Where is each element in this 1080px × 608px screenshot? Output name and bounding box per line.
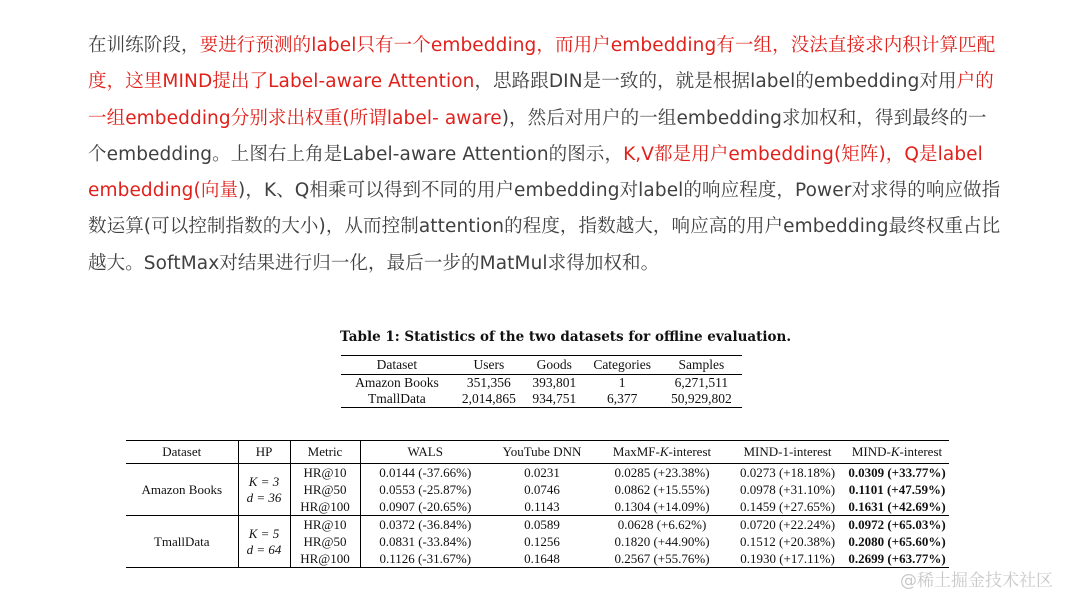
table1-header-row (341, 356, 742, 375)
table-cell: TmallData (341, 391, 453, 408)
table-cell-best: 0.1631 (+42.69%) (845, 498, 949, 516)
table1-caption: Table 1: Statistics of the two datasets for offline evaluation. (340, 329, 792, 345)
table2-results (126, 440, 949, 568)
table1-header-samples: Samples (661, 356, 742, 375)
dataset-cell: Amazon Books (126, 464, 238, 516)
table-cell-best: 0.2699 (+63.77%) (845, 550, 949, 568)
metric-cell: HR@100 (290, 498, 360, 516)
metric-cell: HR@10 (290, 464, 360, 482)
table-cell: 0.0862 (+15.55%) (614, 482, 710, 497)
hp-k: K = 5 (248, 525, 280, 541)
table-cell-best: 0.2080 (+65.60%) (848, 534, 946, 549)
table-row (341, 375, 742, 392)
table-cell: 0.0553 (-25.87%) (379, 482, 472, 497)
metric-cell: HR@100 (290, 550, 360, 568)
table-cell: 351,356 (466, 375, 511, 390)
table-cell: 0.1512 (+20.38%) (739, 534, 836, 549)
table1-header-categories: Categories (584, 356, 661, 375)
table-cell: 0.0231 (524, 465, 560, 480)
hp-k: K = 3 (248, 473, 280, 489)
table2-header-dataset: Dataset (126, 441, 238, 464)
table-cell: 0.1256 (524, 534, 560, 549)
table-cell: Amazon Books (355, 375, 439, 390)
paragraph-text: )，然后对用户的一组embedding求加权和，得到最终的一个embedding。上图右上角是Label-aware Attention的图示， (88, 107, 987, 165)
table-row (341, 391, 742, 408)
body-paragraph (88, 28, 1003, 282)
table-cell: 0.1820 (+44.90%) (614, 534, 710, 549)
watermark: @稀土掘金技术社区 (900, 571, 1053, 591)
paragraph-text: ，思路跟DIN是一致的，就是根据label的embedding对用 (474, 71, 957, 93)
table-cell: 1 (618, 375, 626, 390)
table-cell-best: 0.0309 (+33.77%) (848, 465, 946, 480)
table-cell: 0.1304 (+14.09%) (594, 498, 730, 516)
table-cell: 0.0978 (+31.10%) (739, 482, 836, 497)
table2-header-mind-k: MIND-K-interest (845, 441, 949, 464)
metric-cell: HR@10 (290, 516, 360, 534)
table-cell: 393,801 (532, 375, 577, 390)
table-cell: 0.1459 (+27.65%) (730, 498, 845, 516)
metric-cell: HR@50 (290, 481, 360, 498)
hp-cell (238, 516, 290, 568)
table-cell: 0.1648 (490, 550, 594, 568)
hp-d: d = 64 (246, 541, 282, 557)
table-cell: 0.2567 (+55.76%) (594, 550, 730, 568)
table-cell: 2,014,865 (453, 391, 525, 408)
table-cell: 0.0907 (-20.65%) (360, 498, 490, 516)
table-cell: 0.0746 (524, 482, 560, 497)
table-cell: 0.0628 (+6.62%) (617, 517, 707, 532)
table2-header-hp: HP (238, 441, 290, 464)
table-cell: 0.0720 (+22.24%) (739, 517, 836, 532)
table-cell-best: 0.1101 (+47.59%) (848, 482, 946, 497)
table-cell: 0.0589 (524, 517, 560, 532)
paragraph-text: )，K、Q相乘可以得到不同的用户embedding对label的响应程度，Power对求得的响应做指数运算(可以控制指数的大小)，从而控制attention的程度，指数越大，响应高的用户embedding最终权重占比越大。SoftMax对结果进行归一化，最后一步的MatMul求得加权和。 (88, 180, 1001, 274)
table2-header-row (126, 441, 949, 464)
hp-cell (238, 464, 290, 516)
table-row (126, 516, 949, 534)
table-cell: 0.1930 (+17.11%) (730, 550, 845, 568)
table-cell-best: 0.0972 (+65.03%) (848, 517, 946, 532)
table-cell: 6,377 (584, 391, 661, 408)
table2-header-metric: Metric (290, 441, 360, 464)
table-cell: 0.1143 (490, 498, 594, 516)
highlight-text: 要进行预测的label只有一个embedding，而用户embedding有一组，没法直接求内积计算匹配度，这里MIND提出了Label-aware Attention (88, 35, 996, 93)
table1-header-users: Users (453, 356, 525, 375)
table1-statistics (341, 355, 742, 408)
table2-header-youtube-dnn: YouTube DNN (490, 441, 594, 464)
table-cell: 0.0372 (-36.84%) (379, 517, 472, 532)
highlight-text: K,V都是用户embedding(矩阵)，Q是label embedding(向量 (88, 143, 983, 202)
table2-header-wals: WALS (360, 441, 490, 464)
table-cell: 0.1126 (-31.67%) (360, 550, 490, 568)
table-cell: 50,929,802 (661, 391, 742, 408)
table-cell: 0.0144 (-37.66%) (379, 465, 472, 480)
dataset-cell: TmallData (126, 516, 238, 568)
table-row (126, 464, 949, 482)
table2-header-mind-1: MIND-1-interest (730, 441, 845, 464)
table-cell: 0.0285 (+23.38%) (614, 465, 710, 480)
hp-d: d = 36 (246, 489, 282, 505)
metric-cell: HR@50 (290, 533, 360, 550)
table1-header-dataset: Dataset (341, 356, 453, 375)
table-cell: 0.0273 (+18.18%) (739, 465, 836, 480)
table-cell: 934,751 (525, 391, 584, 408)
table1-header-goods: Goods (525, 356, 584, 375)
paragraph-text: 在训练阶段， (88, 35, 200, 56)
table-cell: 6,271,511 (674, 375, 729, 390)
highlight-text: 户的一组embedding分别求出权重(所谓label- aware (88, 71, 994, 129)
table2-header-maxmf: MaxMF-K-interest (594, 441, 730, 464)
table-cell: 0.0831 (-33.84%) (379, 534, 472, 549)
